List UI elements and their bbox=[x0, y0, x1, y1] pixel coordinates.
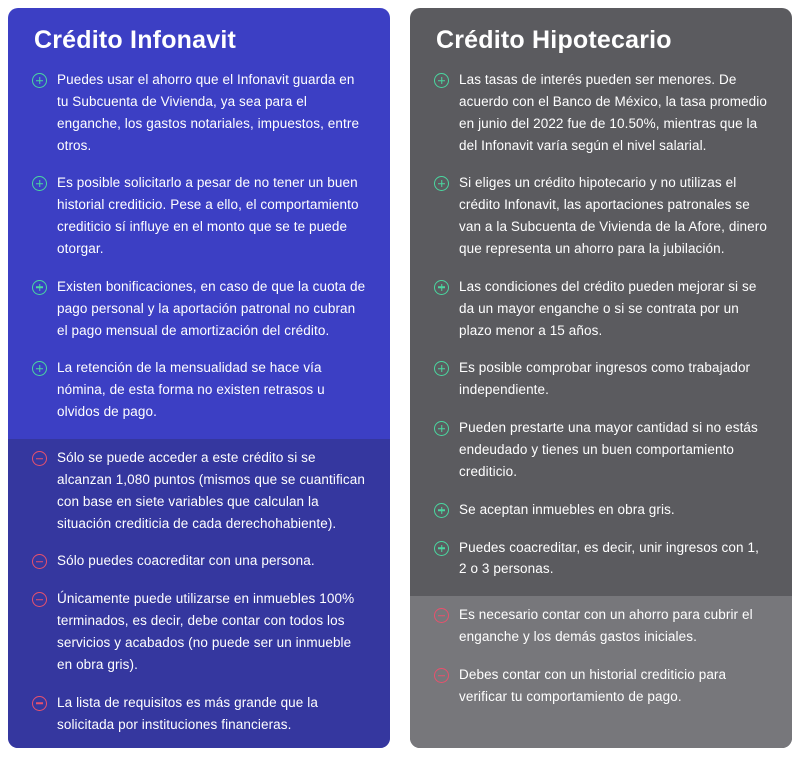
list-item bbox=[32, 692, 366, 736]
list-item bbox=[434, 417, 768, 483]
list-item bbox=[32, 357, 366, 423]
plus-circle-icon bbox=[434, 421, 449, 436]
list-item-text: Puedes usar el ahorro que el Infonavit guarda en tu Subcuenta de Vivienda, ya sea para el enganche, los gastos notariales, impuestos, entre otros. bbox=[57, 72, 360, 153]
plus-circle-icon bbox=[434, 541, 449, 556]
pros-section-hipotecario bbox=[410, 61, 792, 596]
list-item bbox=[32, 172, 366, 259]
list-item bbox=[434, 357, 768, 401]
list-item-text: Las condiciones del crédito pueden mejorar si se da un mayor enganche o si se contrata por un plazo menor a 15 años. bbox=[459, 278, 757, 338]
list-item-text: La retención de la mensualidad se hace vía nómina, de esta forma no existen retrasos u olvidos de pago. bbox=[57, 360, 325, 420]
list-item-text: Es posible solicitarlo a pesar de no tener un buen historial crediticio. Pese a ello, el comportamiento crediticio sí influye en el monto que se te puede otorgar. bbox=[57, 175, 359, 257]
plus-circle-icon bbox=[434, 361, 449, 376]
list-item-text: Se aceptan inmuebles en obra gris. bbox=[459, 501, 675, 517]
minus-circle-icon bbox=[32, 451, 47, 466]
list-item-text: Pueden prestarte una mayor cantidad si no estás endeudado y tienes un buen comportamiento crediticio. bbox=[459, 420, 758, 479]
page-title-hipotecario: Crédito Hipotecario bbox=[436, 26, 672, 54]
cons-section-infonavit bbox=[8, 439, 390, 748]
list-item bbox=[32, 69, 366, 156]
list-item-text: Es necesario contar con un ahorro para cubrir el enganche y los demás gastos iniciales. bbox=[459, 607, 753, 645]
list-item bbox=[434, 664, 768, 708]
minus-circle-icon bbox=[32, 696, 47, 711]
plus-circle-icon bbox=[434, 176, 449, 191]
list-item bbox=[434, 69, 768, 156]
list-item-text: Puedes coacreditar, es decir, unir ingresos con 1, 2 o 3 personas. bbox=[459, 539, 759, 577]
list-item-text: Debes contar con un historial crediticio para verificar tu comportamiento de pago. bbox=[459, 667, 727, 704]
list-item bbox=[434, 276, 768, 342]
plus-circle-icon bbox=[434, 73, 449, 88]
list-item bbox=[32, 276, 366, 342]
list-item bbox=[434, 537, 768, 581]
list-item bbox=[32, 588, 366, 675]
list-item-text: Sólo se puede acceder a este crédito si se alcanzan 1,080 puntos (mismos que se cuantifican con base en siete variables que calculan la situación crediticia de cada derechohabiente). bbox=[57, 450, 365, 531]
card-credito-hipotecario bbox=[410, 8, 792, 748]
plus-circle-icon bbox=[32, 73, 47, 88]
list-item bbox=[434, 172, 768, 259]
page-title-infonavit: Crédito Infonavit bbox=[34, 26, 237, 54]
list-item-text: Las tasas de interés pueden ser menores. De acuerdo con el Banco de México, la tasa promedio en junio del 2022 fue de 10.50%, mientras que la del Infonavit varía según el nivel salarial. bbox=[459, 72, 767, 153]
pros-section-infonavit bbox=[8, 61, 390, 439]
list-item-text: Sólo puedes coacreditar con una persona. bbox=[57, 553, 315, 569]
card-header-infonavit bbox=[8, 8, 390, 61]
card-header-hipotecario bbox=[410, 8, 792, 61]
list-item-text: Existen bonificaciones, en caso de que la cuota de pago personal y la aportación patronal no cubran el pago mensual de amortización del crédito. bbox=[57, 278, 366, 338]
list-item bbox=[32, 447, 366, 534]
list-item bbox=[32, 550, 366, 572]
minus-circle-icon bbox=[434, 608, 449, 623]
list-item-text: La lista de requisitos es más grande que la solicitada por instituciones financieras. bbox=[57, 694, 318, 732]
minus-circle-icon bbox=[32, 592, 47, 607]
list-item-text: Es posible comprobar ingresos como trabajador independiente. bbox=[459, 360, 751, 398]
plus-circle-icon bbox=[434, 503, 449, 518]
card-credito-infonavit bbox=[8, 8, 390, 748]
plus-circle-icon bbox=[32, 176, 47, 191]
list-item bbox=[434, 604, 768, 648]
plus-circle-icon bbox=[434, 280, 449, 295]
plus-circle-icon bbox=[32, 280, 47, 295]
list-item-text: Si eliges un crédito hipotecario y no utilizas el crédito Infonavit, las aportaciones patronales se van a la Subcuenta de Vivienda de la Afore, dinero que representa un ahorro para la jubilación. bbox=[459, 175, 767, 257]
minus-circle-icon bbox=[32, 554, 47, 569]
plus-circle-icon bbox=[32, 361, 47, 376]
cons-section-hipotecario bbox=[410, 596, 792, 748]
list-item bbox=[434, 499, 768, 521]
minus-circle-icon bbox=[434, 668, 449, 683]
list-item-text: Únicamente puede utilizarse en inmuebles 100% terminados, es decir, debe contar con todos los servicios y acabados (no puede ser un inmueble en obra gris). bbox=[57, 591, 355, 672]
